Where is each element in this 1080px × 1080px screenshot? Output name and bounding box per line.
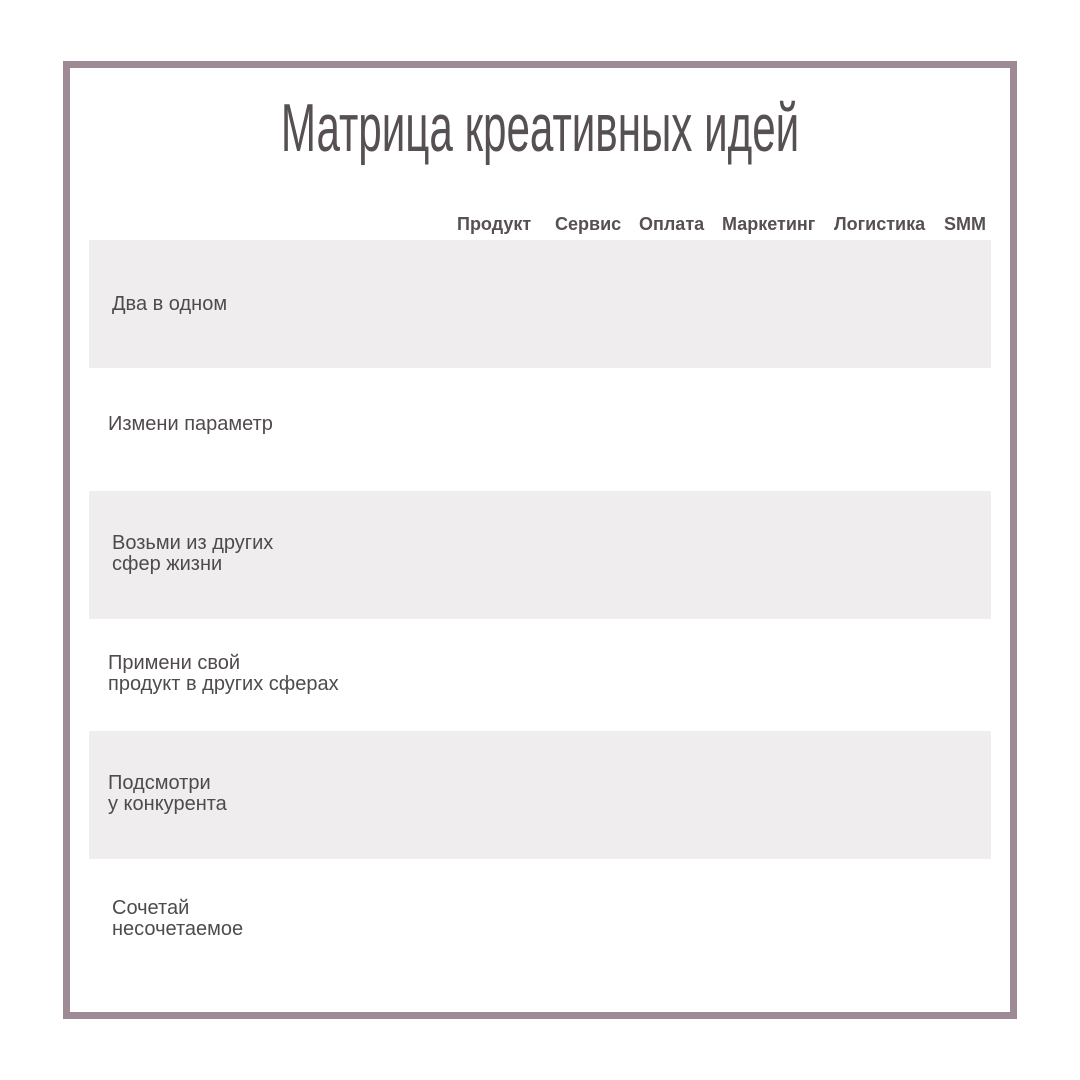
column-header-smm: SMM	[944, 214, 986, 234]
row-label: Примени свой продукт в других сферах	[108, 652, 339, 695]
title-text: Матрица креативных идей	[280, 90, 800, 166]
row-label: Подсмотри у конкурента	[108, 772, 227, 815]
row-label: Два в одном	[112, 293, 228, 315]
page-title	[0, 88, 1080, 168]
row-label: Измени параметр	[108, 413, 273, 435]
column-header-marketing: Маркетинг	[722, 214, 816, 234]
column-header-payment: Оплата	[639, 214, 705, 234]
column-header-product: Продукт	[457, 214, 532, 234]
column-header-service: Сервис	[555, 214, 622, 234]
row-label: Сочетай несочетаемое	[112, 897, 244, 940]
row-label: Возьми из других сфер жизни	[112, 532, 274, 575]
column-header-logistics: Логистика	[834, 214, 926, 234]
